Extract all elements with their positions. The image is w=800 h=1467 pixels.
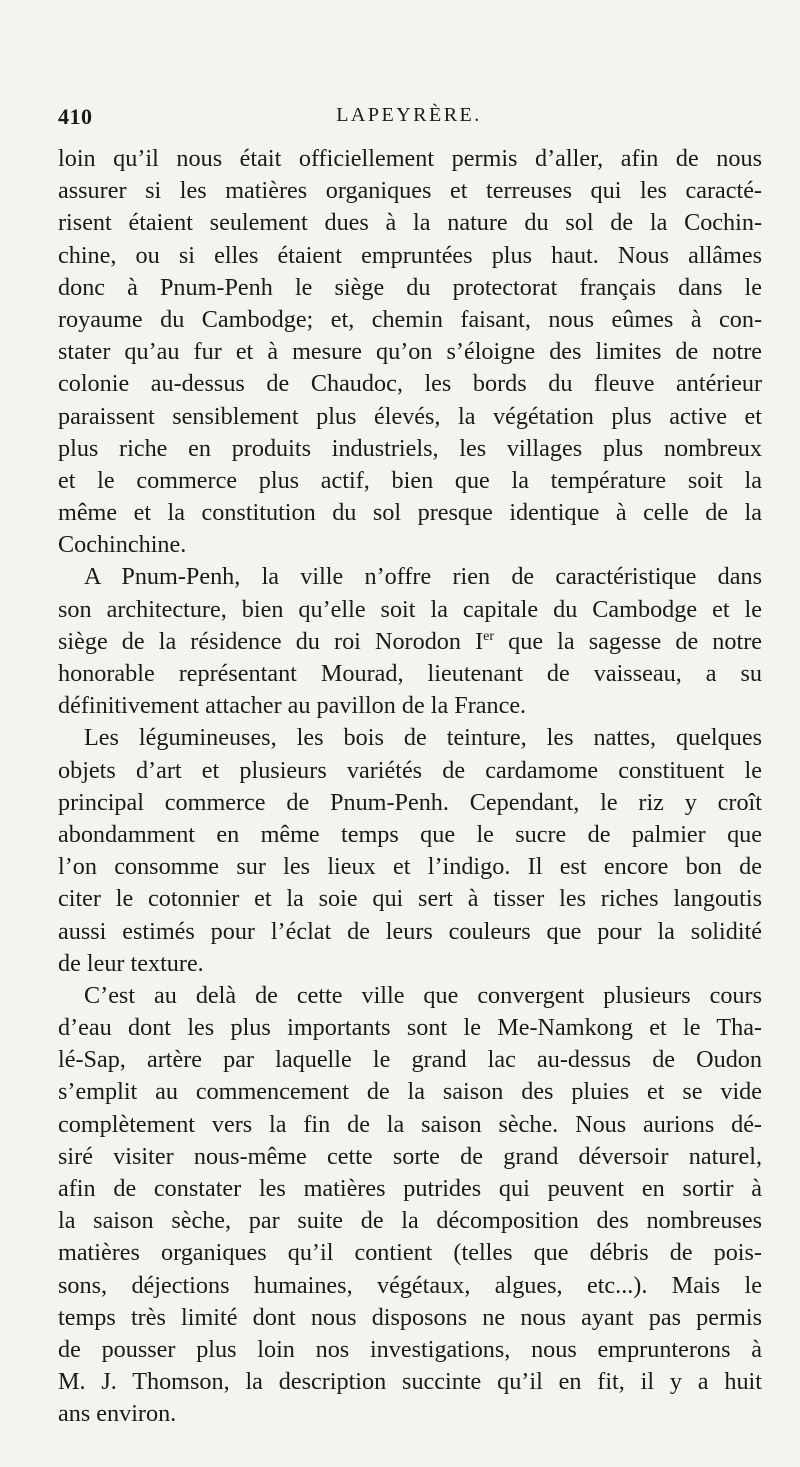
text-line: royaume du Cambodge; et, chemin faisant, nous eûmes à con- <box>58 305 762 333</box>
text-line: complètement vers la fin de la saison sèche. Nous aurions dé- <box>58 1110 762 1138</box>
superscript: er <box>483 628 495 644</box>
text-line: matières organiques qu’il contient (telles que débris de pois- <box>58 1239 762 1267</box>
text-line: de pousser plus loin nos investigations, nous emprunterons à <box>58 1335 762 1363</box>
running-head <box>58 104 760 134</box>
text-line: siré visiter nous-même cette sorte de grand déversoir naturel, <box>58 1142 762 1170</box>
text-line: et le commerce plus actif, bien que la température soit la <box>58 466 762 494</box>
body-text <box>58 143 762 1431</box>
text-line: sons, déjections humaines, végétaux, algues, etc...). Mais le <box>58 1271 762 1299</box>
text-line: définitivement attacher au pavillon de la France. <box>58 692 527 720</box>
text-line: Les légumineuses, les bois de teinture, les nattes, quelques <box>84 724 762 752</box>
text-line: stater qu’au fur et à mesure qu’on s’éloigne des limites de notre <box>58 338 762 366</box>
text-line: citer le cotonnier et la soie qui sert à tisser les riches langoutis <box>58 885 762 913</box>
text-line: paraissent sensiblement plus élevés, la végétation plus active et <box>58 402 762 430</box>
text-line: chine, ou si elles étaient empruntées plus haut. Nous allâmes <box>58 241 762 269</box>
text-line: objets d’art et plusieurs variétés de cardamome constituent le <box>58 756 762 784</box>
text-line: s’emplit au commencement de la saison des pluies et se vide <box>58 1078 762 1106</box>
text-line: assurer si les matières organiques et terreuses qui les caracté- <box>58 177 762 205</box>
text-line: donc à Pnum-Penh le siège du protectorat français dans le <box>58 273 762 301</box>
text-line: lé-Sap, artère par laquelle le grand lac au-dessus de Oudon <box>58 1046 762 1074</box>
text-line: A Pnum-Penh, la ville n’offre rien de caractéristique dans <box>84 563 762 591</box>
text-line: de leur texture. <box>58 949 204 977</box>
text-line: ans environ. <box>58 1400 177 1428</box>
text-line: loin qu’il nous était officiellement permis d’aller, afin de nous <box>58 145 762 172</box>
text-line: la saison sèche, par suite de la décomposition des nombreuses <box>58 1207 762 1235</box>
text-line: risent étaient seulement dues à la nature du sol de la Cochin- <box>58 209 762 237</box>
text-line-with-superscript <box>58 626 762 658</box>
text-line: Cochinchine. <box>58 531 187 559</box>
running-title: LAPEYRÈRE. <box>336 104 482 126</box>
text-line: d’eau dont les plus importants sont le Me-Namkong et le Tha- <box>58 1014 762 1042</box>
text-line: colonie au-dessus de Chaudoc, les bords du fleuve antérieur <box>58 370 762 398</box>
text-line: C’est au delà de cette ville que convergent plusieurs cours <box>84 981 762 1009</box>
text-line: principal commerce de Pnum-Penh. Cependant, le riz y croît <box>58 788 762 816</box>
text-line: aussi estimés pour l’éclat de leurs couleurs que pour la solidité <box>58 917 762 945</box>
text-line: plus riche en produits industriels, les villages plus nombreux <box>58 434 762 462</box>
text-line: son architecture, bien qu’elle soit la capitale du Cambodge et le <box>58 595 762 623</box>
text-line: M. J. Thomson, la description succinte qu’il en fit, il y a huit <box>58 1368 762 1396</box>
text-segment: que la sagesse de notre <box>494 627 762 655</box>
text-line: temps très limité dont nous disposons ne nous ayant pas permis <box>58 1303 762 1331</box>
text-line: abondamment en même temps que le sucre de palmier que <box>58 820 762 848</box>
text-line: honorable représentant Mourad, lieutenant de vaisseau, a su <box>58 660 762 687</box>
page-number: 410 <box>58 104 93 129</box>
text-line: afin de constater les matières putrides qui peuvent en sortir à <box>58 1175 762 1202</box>
text-line: l’on consomme sur les lieux et l’indigo. Il est encore bon de <box>58 853 762 881</box>
text-line: même et la constitution du sol presque identique à celle de la <box>58 499 762 527</box>
text-segment: siège de la résidence du roi Norodon I <box>58 627 484 655</box>
